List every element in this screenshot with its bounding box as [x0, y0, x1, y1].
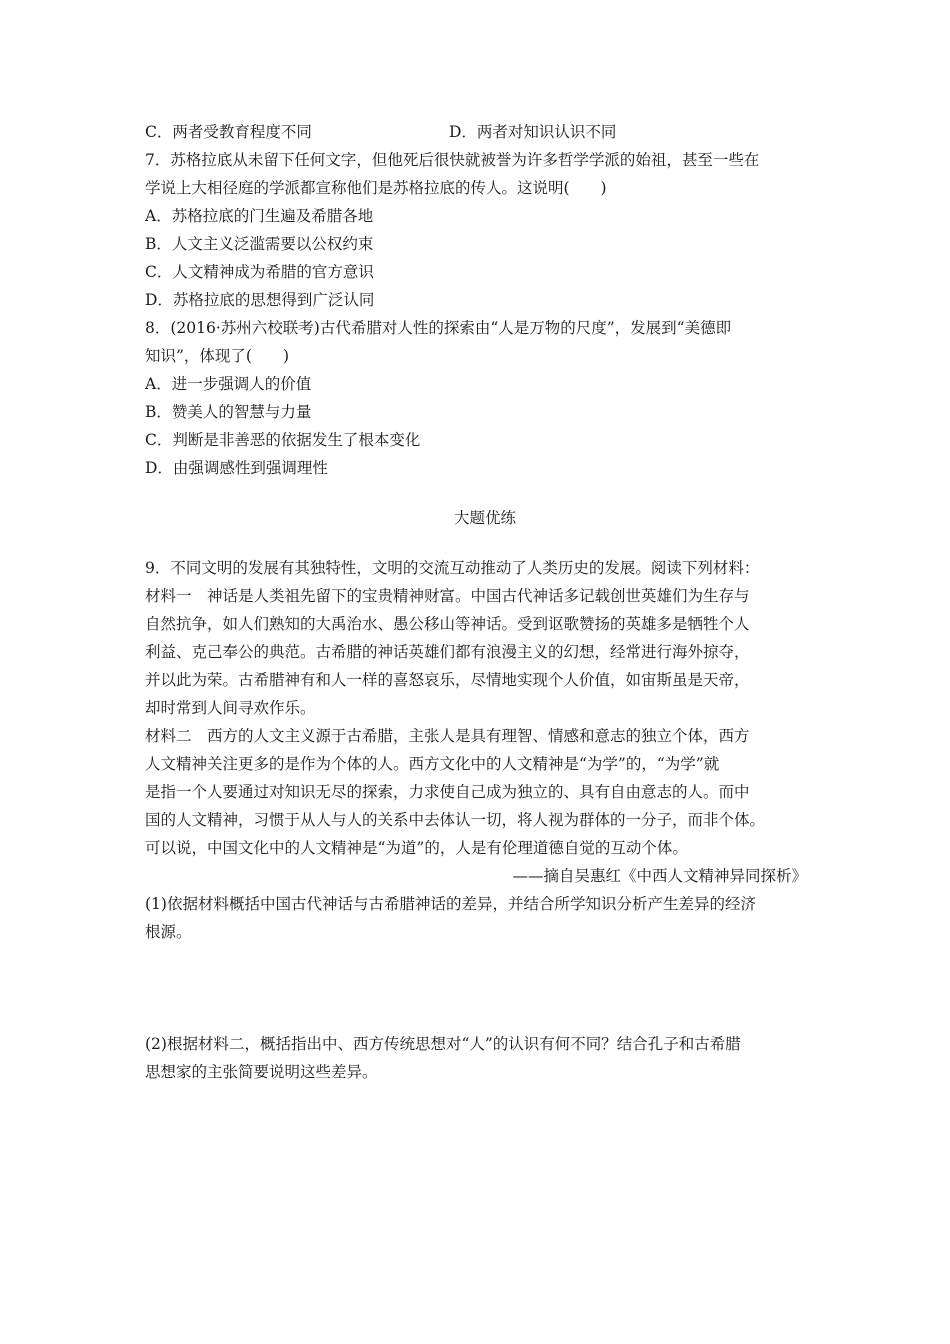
document-page — [145, 118, 825, 1086]
q8-option-a: A．进一步强调人的价值 — [145, 375, 312, 393]
source-attribution: ——摘自吴惠红《中西人文精神异同探析》 — [512, 867, 807, 885]
material-line: 人文精神关注更多的是作为个体的人。西方文化中的人文精神是“为学”的，“为学”就 — [145, 755, 720, 773]
subquestion-line: (1)依据材料概括中国古代神话与古希腊神话的差异，并结合所学知识分析产生差异的经济 — [145, 895, 756, 913]
material-line: 可以说，中国文化中的人文精神是“为道”的，人是有伦理道德自觉的互动个体。 — [145, 839, 688, 857]
answer-space — [145, 946, 825, 1030]
q9-intro: 9．不同文明的发展有其独特性，文明的交流互动推动了人类历史的发展。阅读下列材料： — [145, 559, 760, 577]
q8-option-c: C．判断是非善恶的依据发生了根本变化 — [145, 431, 421, 449]
q8-option-d: D．由强调感性到强调理性 — [145, 459, 328, 477]
material-line: 国的人文精神，习惯于从人与人的关系中去体认一切，将人视为群体的一分子，而非个体。 — [145, 811, 766, 829]
subquestion-line: (2)根据材料二，概括指出中、西方传统思想对“人”的认识有何不同？结合孔子和古希腊 — [145, 1035, 741, 1053]
q8-stem-line: 知识”，体现了( ) — [145, 347, 290, 365]
q9-subquestion-2 — [145, 1030, 825, 1086]
question-7 — [145, 146, 825, 314]
q7-stem-line: 学说上大相径庭的学派都宣称他们是苏格拉底的传人。这说明( ) — [145, 179, 607, 197]
q7-option-a: A．苏格拉底的门生遍及希腊各地 — [145, 207, 374, 225]
subquestion-line: 思想家的主张简要说明这些差异。 — [145, 1063, 378, 1081]
question-8 — [145, 314, 825, 482]
q7-option-c: C．人文精神成为希腊的官方意识 — [145, 263, 374, 281]
question-9 — [145, 554, 825, 1086]
material-line: 却时常到人间寻欢作乐。 — [145, 699, 316, 717]
material-line: 材料一 神话是人类祖先留下的宝贵精神财富。中国古代神话多记载创世英雄们为生存与 — [145, 587, 750, 605]
q9-subquestion-1 — [145, 890, 825, 946]
q6-options-row — [145, 118, 825, 146]
q8-option-b: B．赞美人的智慧与力量 — [145, 403, 312, 421]
q9-material-1 — [145, 582, 825, 722]
q9-material-2 — [145, 722, 825, 862]
material-line: 自然抗争，如人们熟知的大禹治水、愚公移山等神话。受到讴歌赞扬的英雄多是牺牲个人 — [145, 615, 750, 633]
material-line: 并以此为荣。古希腊神有和人一样的喜怒哀乐，尽情地实现个人价值，如宙斯虽是天帝， — [145, 671, 750, 689]
q8-stem-line: 8．(2016·苏州六校联考)古代希腊对人性的探索由“人是万物的尺度”，发展到“美德即 — [145, 319, 732, 337]
q6-option-d: D．两者对知识认识不同 — [449, 123, 617, 141]
q6-option-c: C．两者受教育程度不同 — [145, 123, 312, 141]
section-title: 大题优练 — [453, 509, 516, 527]
q7-option-d: D．苏格拉底的思想得到广泛认同 — [145, 291, 375, 309]
q7-option-b: B．人文主义泛滥需要以公权约束 — [145, 235, 374, 253]
q7-stem-line: 7．苏格拉底从未留下任何文字，但他死后很快就被誉为许多哲学学派的始祖，甚至一些在 — [145, 151, 760, 169]
material-line: 材料二 西方的人文主义源于古希腊，主张人是具有理智、情感和意志的独立个体，西方 — [145, 727, 750, 745]
material-line: 利益、克己奉公的典范。古希腊的神话英雄们都有浪漫主义的幻想，经常进行海外掠夺， — [145, 643, 750, 661]
material-line: 是指一个人要通过对知识无尽的探索，力求使自己成为独立的、具有自由意志的人。而中 — [145, 783, 750, 801]
subquestion-line: 根源。 — [145, 923, 192, 941]
